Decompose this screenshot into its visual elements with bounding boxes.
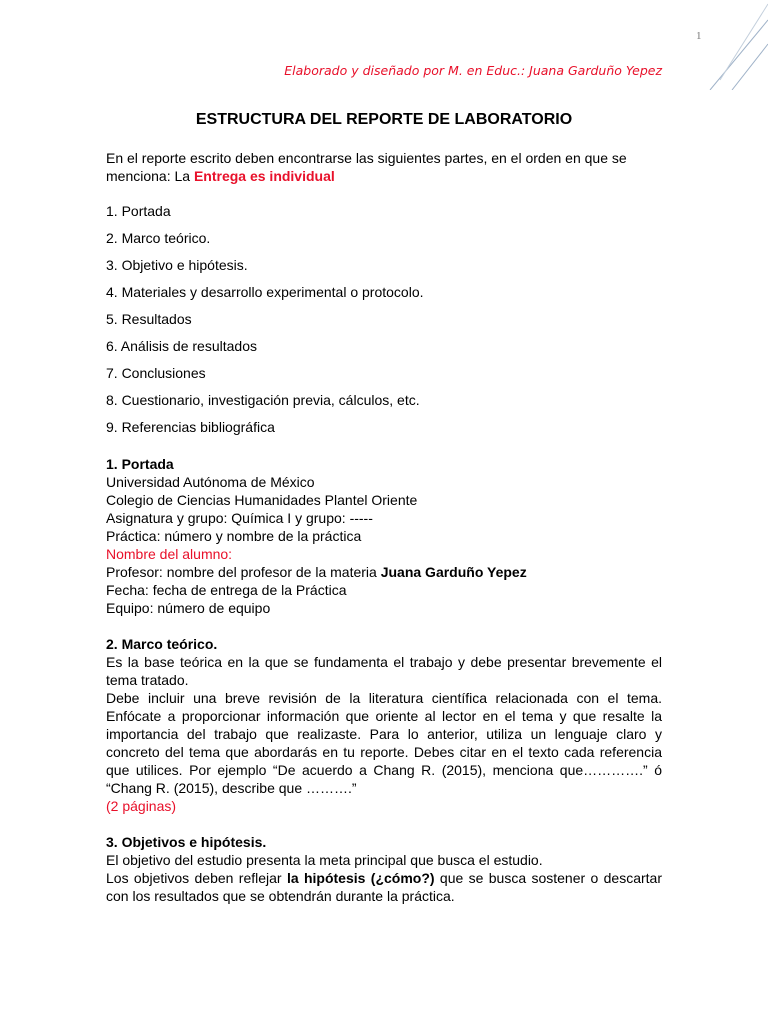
marco-paragraph-2: Debe incluir una breve revisión de la literatura científica relacionada con el tema. Enfócate a proporcionar información que oriente al lector en el tema y que resalte la importancia del trabajo que realizaste. Para lo anterior, utiliza un lenguaje claro y concreto del tema que abordarás en tu reporte. Debes citar en el texto cada referencia que utilices. Por ejemplo “De acuerdo a Chang R. (2015), menciona que………….” ó “Chang R. (2015), describe que ……….” xyxy=(106,690,662,796)
objetivos-paragraph-1: El objetivo del estudio presenta la meta principal que busca el estudio. xyxy=(106,852,543,868)
objetivos-p2-start: Los objetivos deben reflejar xyxy=(106,870,287,886)
portada-professor xyxy=(106,563,662,581)
marco-pages-note: (2 páginas) xyxy=(106,798,177,814)
objetivos-p2-end: que se busca sostener o descartar con los resultados que se obtendrán durante la práctica. xyxy=(106,870,663,904)
objetivos-section xyxy=(106,833,662,905)
portada-team: Equipo: número de equipo xyxy=(106,600,271,616)
list-item: 8. Cuestionario, investigación previa, cálculos, etc. xyxy=(106,392,420,408)
portada-subject: Asignatura y grupo: Química I y grupo: ----- xyxy=(106,510,373,526)
list-item: 9. Referencias bibliográfica xyxy=(106,419,275,435)
portada-student: Nombre del alumno: xyxy=(106,546,233,562)
document-body xyxy=(106,149,662,905)
list-item: 3. Objetivo e hipótesis. xyxy=(106,257,248,273)
list-item: 6. Análisis de resultados xyxy=(106,338,257,354)
list-item: 4. Materiales y desarrollo experimental o protocolo. xyxy=(106,284,424,300)
portada-heading: 1. Portada xyxy=(106,456,174,472)
intro-text: En el reporte escrito deben encontrarse las siguientes partes, en el orden en que se menciona: La xyxy=(106,150,627,184)
report-parts-list xyxy=(106,202,662,445)
marco-heading: 2. Marco teórico. xyxy=(106,636,218,652)
intro-emphasis: Entrega es individual xyxy=(193,168,335,184)
marco-section xyxy=(106,635,662,815)
list-item: 7. Conclusiones xyxy=(106,365,206,381)
professor-label: Profesor: nombre del profesor de la materia xyxy=(106,564,381,580)
professor-name: Juana Garduño Yepez xyxy=(380,564,527,580)
page-number: 1 xyxy=(696,30,702,42)
portada-university: Universidad Autónoma de México xyxy=(106,474,315,490)
objetivos-p2-bold: la hipótesis (¿cómo?) xyxy=(286,870,435,886)
portada-practice: Práctica: número y nombre de la práctica xyxy=(106,528,362,544)
objetivos-paragraph-2 xyxy=(106,869,662,905)
objetivos-heading: 3. Objetivos e hipótesis. xyxy=(106,834,267,850)
portada-section xyxy=(106,455,662,617)
list-item: 5. Resultados xyxy=(106,311,192,327)
list-item: 1. Portada xyxy=(106,203,171,219)
marco-paragraph-1: Es la base teórica en la que se fundamenta el trabajo y debe presentar brevemente el tema tratado. xyxy=(106,654,662,688)
list-item: 2. Marco teórico. xyxy=(106,230,211,246)
corner-decoration xyxy=(680,0,768,90)
portada-date: Fecha: fecha de entrega de la Práctica xyxy=(106,582,347,598)
portada-college: Colegio de Ciencias Humanidades Plantel Oriente xyxy=(106,492,418,508)
page-title: ESTRUCTURA DEL REPORTE DE LABORATORIO xyxy=(195,111,573,128)
header-credit: Elaborado y diseñado por M. en Educ.: Juana Garduño Yepez xyxy=(284,63,662,78)
intro-paragraph xyxy=(106,149,662,185)
